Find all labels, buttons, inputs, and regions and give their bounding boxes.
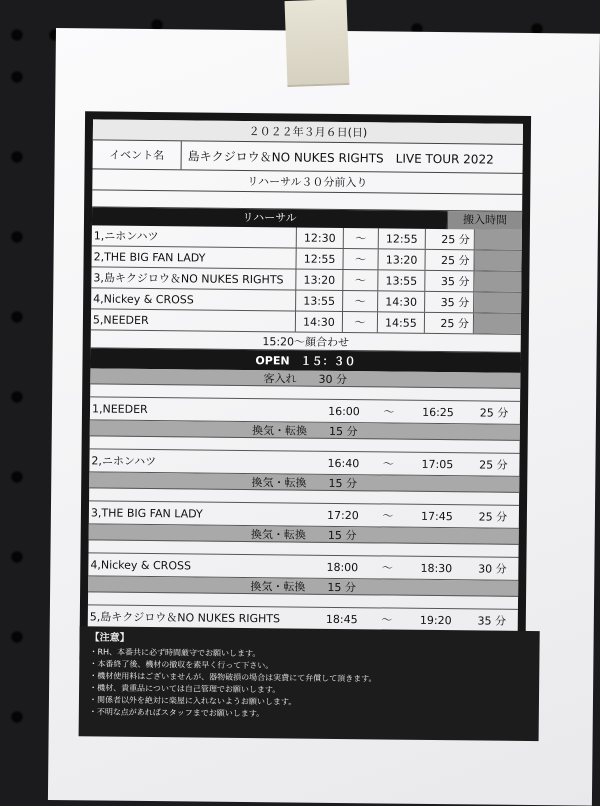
rehearsal-rows (91, 225, 522, 334)
start-time: 16:00 (328, 404, 360, 418)
peg-hole (10, 630, 24, 644)
changeover-row: 換気・転換 15 分 (90, 420, 520, 441)
peg-hole (10, 710, 24, 724)
duration: 25 分 (479, 406, 509, 420)
end-time: 17:05 (421, 457, 454, 471)
tilde: ～ (383, 405, 395, 419)
notes-title: 【注意】 (89, 632, 130, 644)
notes-item: ・本番終了後、機材の撤収を素早く行って下さい。 (89, 659, 274, 671)
band-name: 3,島キクジロウ＆NO NUKES RIGHTS (91, 267, 296, 289)
tilde: ～ (343, 270, 378, 290)
band-name: 5,NEEDER (91, 309, 296, 331)
end-time: 14:30 (378, 291, 425, 311)
event-row (93, 140, 523, 174)
load-in-label: 搬入時間 (447, 211, 522, 230)
rehearsal-title: リハーサル (92, 207, 447, 229)
peg-hole (10, 230, 24, 244)
event-label: イベント名 (93, 140, 182, 169)
load-in-cell (474, 250, 521, 270)
notes-item: ・機材使用料はございませんが、器物破損の場合は実費にて弁償して頂きます。 (89, 671, 377, 684)
band-name: 1,ニホンハツ (92, 225, 297, 247)
band-name: 5,島キクジロウ＆NO NUKES RIGHTS (89, 610, 281, 626)
schedule-frame (79, 111, 531, 665)
duration: 35 分 (425, 271, 474, 292)
schedule-sheet (79, 111, 531, 665)
peg-hole (10, 390, 24, 404)
tilde: ～ (344, 228, 379, 248)
changeover-row: 換気・転換 15 分 (88, 576, 518, 597)
start-time: 17:20 (326, 508, 359, 522)
tilde: ～ (381, 561, 393, 575)
open-time: OPEN １５：３０ (90, 348, 520, 373)
band-name: 1,NEEDER (91, 401, 148, 416)
duration: 25 分 (478, 510, 508, 524)
start-time: 12:30 (297, 228, 344, 248)
band-name: 4,Nickey & CROSS (91, 288, 296, 310)
start-time: 18:45 (325, 612, 358, 626)
duration: 25 分 (479, 458, 508, 472)
event-name: 島キクジロウ＆NO NUKES RIGHTS LIVE TOUR 2022 (187, 148, 494, 167)
duration: 25 分 (425, 250, 474, 271)
peg-hole (10, 310, 24, 324)
peg-hole (10, 470, 24, 484)
band-name: 3,THE BIG FAN LADY (90, 505, 203, 521)
band-name: 2,THE BIG FAN LADY (92, 246, 297, 268)
peg-hole (10, 150, 24, 164)
start-time: 14:30 (296, 312, 343, 332)
notes-item: ・機材、貴重品については自己管理でお願いします。 (89, 683, 281, 695)
end-time: 13:20 (378, 249, 425, 269)
schedule-paper (48, 28, 600, 806)
duration: 30 分 (478, 562, 507, 576)
start-time: 18:00 (326, 560, 359, 574)
load-in-cell (475, 229, 522, 249)
meeting-time: 15:20～顔合わせ (91, 330, 521, 353)
load-in-cell (474, 271, 521, 291)
changeover-row: 換気・転換 15 分 (89, 472, 519, 493)
notes-box (79, 626, 540, 741)
start-time: 13:55 (296, 291, 343, 311)
notes-item: ・RH、本番共に必ず時間厳守でお願いします。 (89, 647, 261, 659)
rehearsal-note: リハーサル３０分前入り (92, 169, 522, 195)
end-time: 14:55 (378, 312, 425, 332)
event-date: ２０２２年３月６日(日) (93, 119, 523, 145)
duration: 25 分 (426, 229, 475, 250)
notes-item: ・関係者以外を絶対に楽屋に入れないようお願いします。 (88, 695, 297, 707)
band-name: 4,Nickey & CROSS (90, 557, 192, 572)
tilde: ～ (343, 312, 378, 332)
seating-time: 客入れ 30 分 (90, 368, 520, 389)
duration: 35 分 (477, 614, 507, 628)
notes-item: ・不明な点があればスタッフまでお願いします。 (88, 707, 265, 719)
tilde: ～ (382, 457, 395, 471)
tilde: ～ (381, 613, 393, 627)
tilde: ～ (382, 509, 394, 523)
start-time: 13:20 (296, 270, 343, 290)
end-time: 18:30 (420, 561, 453, 575)
duration: 25 分 (425, 313, 474, 334)
end-time: 12:55 (379, 228, 426, 248)
start-time: 16:40 (327, 456, 360, 470)
band-name: 2,ニホンハツ (91, 454, 157, 469)
end-time: 13:55 (378, 270, 425, 290)
end-time: 19:20 (419, 613, 452, 627)
changeover-row: 換気・転換 15 分 (89, 524, 519, 545)
start-time: 12:55 (296, 249, 343, 269)
end-time: 16:25 (422, 405, 454, 419)
tilde: ～ (343, 291, 378, 311)
masking-tape (285, 0, 350, 87)
load-in-cell (474, 313, 521, 333)
tilde: ～ (343, 249, 378, 269)
load-in-cell (474, 292, 521, 312)
peg-hole (10, 28, 24, 42)
peg-hole (10, 70, 24, 84)
peg-hole (10, 550, 24, 564)
end-time: 17:45 (420, 509, 453, 523)
duration: 35 分 (425, 292, 474, 313)
